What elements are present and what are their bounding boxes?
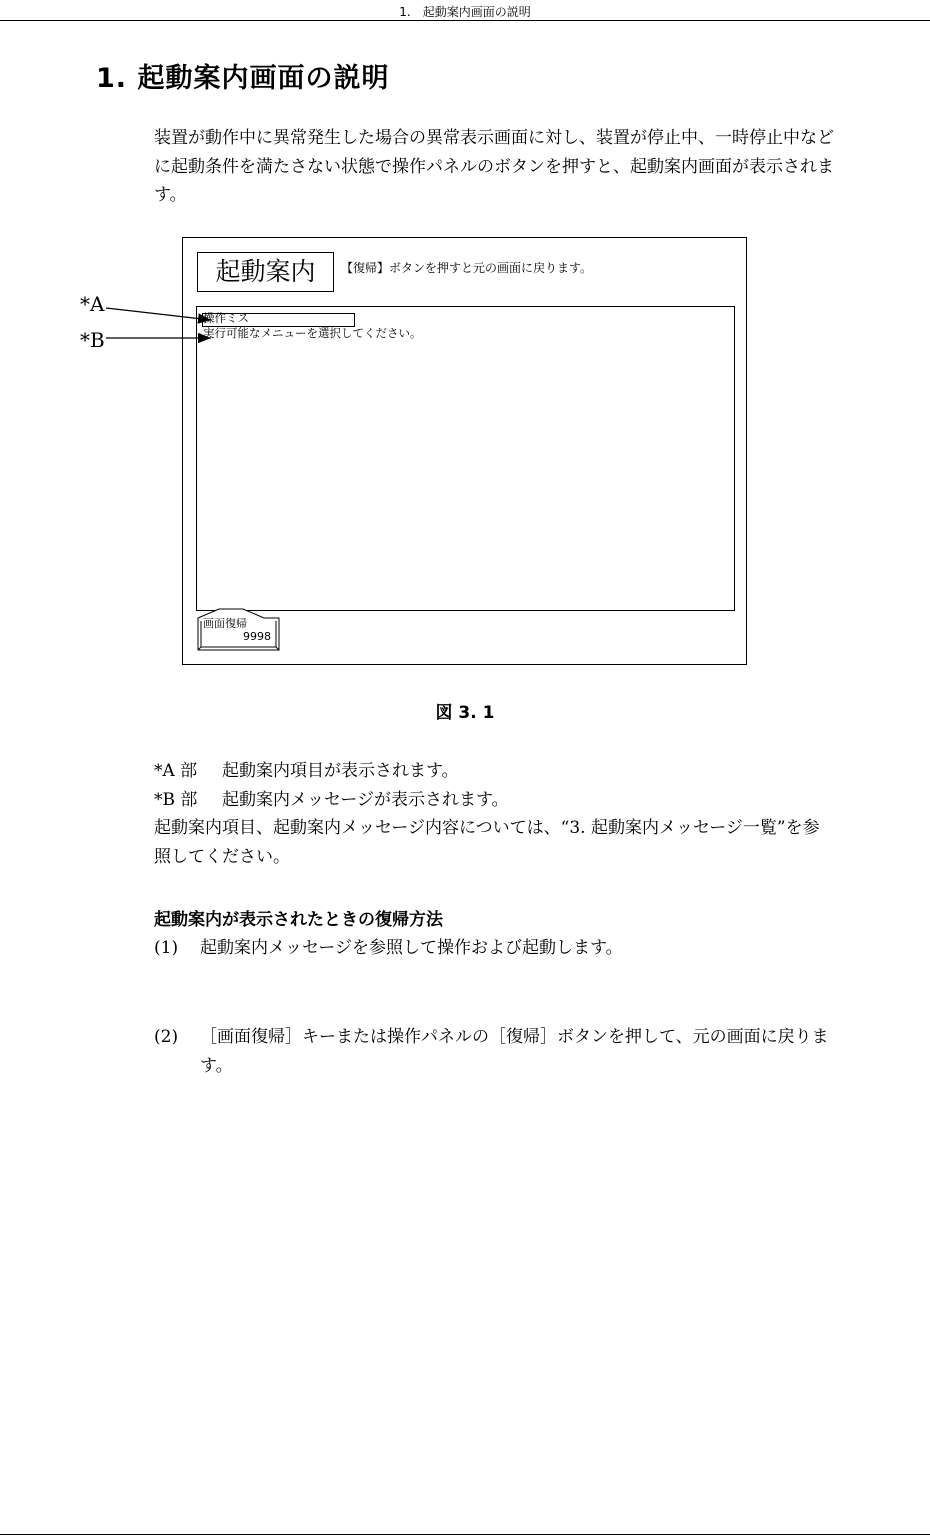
guide-item: 操作ミス (203, 311, 249, 325)
reference-text: 起動案内項目、起動案内メッセージ内容については、“3. 起動案内メッセージ一覧”を参照してください。 (154, 818, 820, 867)
recovery-heading: 起動案内が表示されたときの復帰方法 (154, 910, 443, 930)
recovery-step-1 (154, 934, 834, 963)
screen-return-key[interactable] (197, 608, 281, 653)
chapter-title: 1. 起動案内画面の説明 (96, 63, 390, 94)
screen-return-key-code: 9998 (243, 630, 271, 643)
step-1-text: 起動案内メッセージを参照して操作および起動します。 (200, 938, 623, 958)
running-header: 1. 起動案内画面の説明 (399, 5, 531, 19)
startup-guide-screen-figure (182, 237, 747, 665)
note-a (154, 757, 834, 786)
notes (154, 757, 834, 871)
callout-b-label: *B (80, 328, 105, 352)
figure-caption: 図 3. 1 (435, 703, 495, 723)
screen-return-key-label: 画面復帰 (203, 617, 247, 630)
callout-a-label: *A (80, 292, 105, 316)
intro-paragraph: 装置が動作中に異常発生した場合の異常表示画面に対し、装置が停止中、一時停止中などに起動条件を満たさない状態で操作パネルのボタンを押すと、起動案内画面が表示されます。 (154, 128, 834, 205)
note-a-tag: *A 部 (154, 761, 198, 781)
footer-rule (0, 1534, 930, 1535)
guide-panel (196, 306, 735, 611)
screen-title: 起動案内 (197, 252, 334, 292)
recovery-step-2 (154, 1023, 834, 1080)
note-b-text: 起動案内メッセージが表示されます。 (222, 789, 509, 810)
note-b-tag: *B 部 (154, 789, 198, 810)
step-2-number: (2) (154, 1027, 179, 1047)
step-1-number: (1) (154, 938, 179, 958)
screen-hint: 【復帰】ボタンを押すと元の画面に戻ります。 (341, 261, 593, 275)
note-a-text: 起動案内項目が表示されます。 (222, 761, 459, 781)
guide-message: 実行可能なメニューを選択してください。 (203, 326, 422, 340)
step-2-text: ［画面復帰］キーまたは操作パネルの［復帰］ボタンを押して、元の画面に戻ります。 (200, 1027, 829, 1076)
note-b (154, 786, 834, 815)
